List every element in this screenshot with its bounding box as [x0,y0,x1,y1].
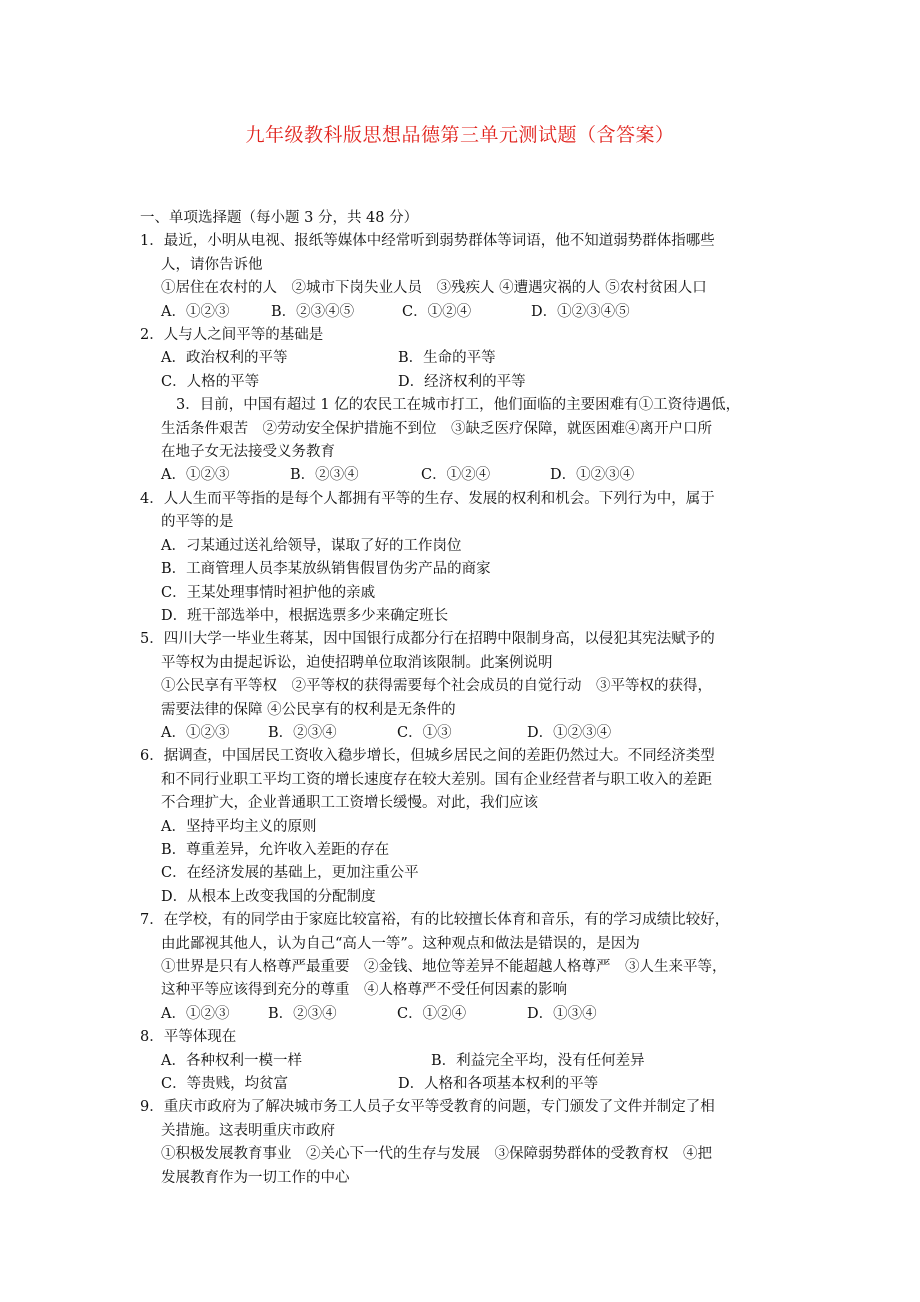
document-body [140,207,790,1190]
question-items: 发展教育作为一切工作的中心 [161,1169,350,1186]
option-a: A．①②③ [161,1005,230,1022]
option-c: C．①③ [397,724,452,741]
option-c: C．王某处理事情时袒护他的亲戚 [161,584,376,601]
question-items: ①积极发展教育事业 ②关心下一代的生存与发展 ③保障弱势群体的受教育权 ④把 [161,1146,712,1163]
option-a: A．坚持平均主义的原则 [161,818,317,835]
options-row [140,371,790,394]
option-a: A．①②③ [161,467,230,484]
question-3 [140,394,790,488]
question-stem: 6．据调查，中国居民工资收入稳步增长，但城乡居民之间的差距仍然过大。不同经济类型 [140,748,715,765]
question-stem: 的平等的是 [161,514,234,531]
options-row [140,1003,790,1026]
question-items: ①世界是只有人格尊严最重要 ②金钱、地位等差异不能超越人格尊严 ③人生来平等， [161,959,727,975]
question-stem: 3．目前，中国有超过 1 亿的农民工在城市打工，他们面临的主要困难有①工资待遇低， [176,397,741,414]
options-row [140,347,790,370]
question-4 [140,488,790,628]
section-header: 一、单项选择题（每小题 3 分，共 48 分） [140,210,419,226]
question-9 [140,1096,790,1190]
option-b: B．工商管理人员李某放纵销售假冒伪劣产品的商家 [161,561,491,578]
question-6 [140,745,790,909]
option-a: A．①②③ [161,724,230,741]
question-8 [140,1026,790,1096]
question-7 [140,909,790,1026]
option-d: D．①③④ [527,1005,597,1022]
question-stem: 7．在学校，有的同学由于家庭比较富裕，有的比较擅长体育和音乐，有的学习成绩比较好， [140,912,730,929]
question-stem: 1．最近，小明从电视、报纸等媒体中经常听到弱势群体等词语，他不知道弱势群体指哪些 [140,233,715,250]
option-b: B．尊重差异，允许收入差距的存在 [161,841,390,858]
question-stem: 生活条件艰苦 ②劳动安全保护措施不到位 ③缺乏医疗保障，就医困难④离开户口所 [161,420,712,437]
question-stem: 人，请你告诉他 [161,256,263,273]
option-b: B．利益完全平均，没有任何差异 [431,1052,645,1069]
question-stem: 4．人人生而平等指的是每个人都拥有平等的生存、发展的权利和机会。下列行为中，属于 [140,490,715,507]
option-b: B．生命的平等 [398,350,496,367]
option-c: C．等贵贱，均贫富 [161,1076,289,1093]
question-5 [140,628,790,745]
question-stem: 5．四川大学一毕业生蒋某，因中国银行成都分行在招聘中限制身高，以侵犯其宪法赋予的 [140,631,715,648]
question-stem: 关措施。这表明重庆市政府 [161,1122,335,1139]
question-stem: 8．平等体现在 [140,1029,237,1046]
option-b: B．②③④ [290,467,359,484]
option-c: C．①②④ [402,303,472,320]
question-stem: 2．人与人之间平等的基础是 [140,327,324,344]
question-stem: 和不同行业职工平均工资的增长速度存在较大差别。国有企业经营者与职工收入的差距 [161,771,712,788]
question-stem: 不合理扩大，企业普通职工工资增长缓慢。对此，我们应该 [161,795,538,812]
option-b: B．②③④ [268,724,337,741]
option-a: A．刁某通过送礼给领导，谋取了好的工作岗位 [161,537,462,554]
option-d: D．从根本上改变我国的分配制度 [161,888,376,905]
option-d: D．班干部选举中，根据选票多少来确定班长 [161,607,449,624]
question-stem: 9．重庆市政府为了解决城市务工人员子女平等受教育的问题，专门颁发了文件并制定了相 [140,1099,715,1116]
options-row [140,301,790,324]
options-row [140,1050,790,1073]
option-d: D．①②③④⑤ [531,303,630,320]
option-c: C．在经济发展的基础上，更加注重公平 [161,865,419,882]
option-a: A．政治权利的平等 [161,350,288,367]
question-1 [140,230,790,324]
option-a: A．①②③ [161,303,230,320]
option-c: C．①②④ [421,467,491,484]
question-items: ①公民享有平等权 ②平等权的获得需要每个社会成员的自觉行动 ③平等权的获得， [161,678,712,695]
options-row [140,722,790,745]
question-items: 需要法律的保障 ④公民享有的权利是无条件的 [161,701,456,718]
option-c: C．①②④ [397,1005,467,1022]
option-d: D．人格和各项基本权利的平等 [398,1076,599,1093]
question-2 [140,324,790,394]
question-items: ①居住在农村的人 ②城市下岗失业人员 ③残疾人 ④遭遇灾祸的人 ⑤农村贫困人口 [161,280,707,297]
document-title: 九年级教科版思想品德第三单元测试题（含答案） [245,124,675,146]
question-stem: 在地子女无法接受义务教育 [161,444,335,461]
option-b: B．②③④⑤ [271,303,355,320]
option-c: C．人格的平等 [161,373,260,390]
options-row [140,464,790,487]
option-b: B．②③④ [268,1005,337,1022]
option-d: D．经济权利的平等 [398,373,526,390]
option-d: D．①②③④ [527,724,612,741]
option-d: D．①②③④ [550,467,635,484]
question-stem: 平等权为由提起诉讼，迫使招聘单位取消该限制。此案例说明 [161,654,553,671]
question-stem: 由此鄙视其他人，认为自己“高人一等”。这种观点和做法是错误的，是因为 [161,935,640,952]
question-items: 这种平等应该得到充分的尊重 ④人格尊严不受任何因素的影响 [161,982,567,999]
options-row [140,1073,790,1096]
option-a: A．各种权利一模一样 [161,1052,302,1069]
